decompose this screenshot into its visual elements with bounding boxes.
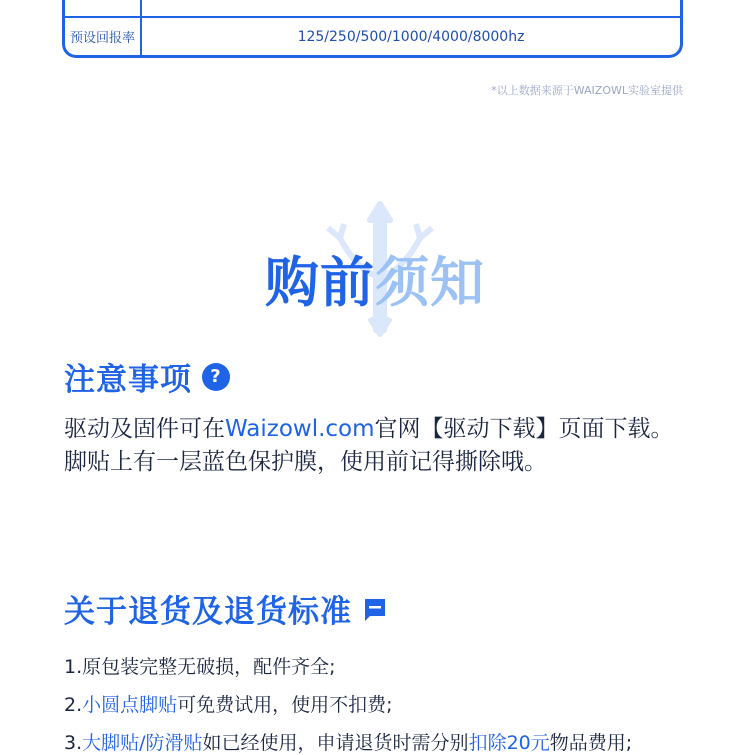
notice-body	[64, 413, 684, 479]
message-icon	[362, 596, 388, 622]
list-item	[64, 652, 336, 679]
data-source-note: *以上数据来源于WAIZOWL实验室提供	[491, 84, 683, 97]
list-item	[64, 728, 632, 755]
item-number: 2.	[64, 694, 83, 716]
item-number: 3.	[64, 732, 83, 754]
returns-title-text: 关于退货及退货标准	[64, 594, 352, 630]
website-link[interactable]: Waizowl.com	[225, 416, 375, 442]
spec-table	[62, 0, 683, 58]
spec-row-dpi	[65, 0, 680, 18]
spec-label	[65, 0, 142, 16]
purchase-notice-heading	[0, 240, 750, 317]
spec-value: 125/250/500/1000/4000/8000hz	[297, 28, 525, 45]
list-item	[64, 690, 393, 717]
notice-title-text: 注意事项	[64, 362, 192, 398]
item-text: 可免费试用，使用不扣费;	[177, 694, 393, 716]
item-highlight: 大脚贴/防滑贴	[82, 732, 203, 754]
notice-line2: 脚贴上有一层蓝色保护膜，使用前记得撕除哦。	[64, 449, 547, 475]
question-icon: ?	[202, 363, 230, 391]
item-highlight: 小圆点脚贴	[82, 694, 178, 716]
item-text-tail: 物品费用;	[549, 732, 633, 754]
notice-line1-pre: 驱动及固件可在	[64, 416, 225, 442]
spec-row-polling-rate	[65, 18, 680, 55]
returns-section-title	[64, 586, 388, 631]
heading-part-2: 须知	[375, 251, 485, 314]
returns-list	[64, 650, 704, 754]
item-text: 原包装完整无破损，配件齐全;	[82, 656, 336, 678]
item-number: 1.	[64, 656, 83, 678]
heading-part-1: 购前	[265, 251, 375, 314]
spec-value	[142, 0, 680, 16]
item-text: 如已经使用，申请退货时需分别	[202, 732, 469, 754]
spec-label: 预设回报率	[65, 18, 142, 55]
notice-section-title	[64, 354, 230, 399]
notice-line1-post: 官网【驱动下载】页面下载。	[374, 416, 674, 442]
item-highlight-deduction: 扣除20元	[468, 732, 550, 754]
